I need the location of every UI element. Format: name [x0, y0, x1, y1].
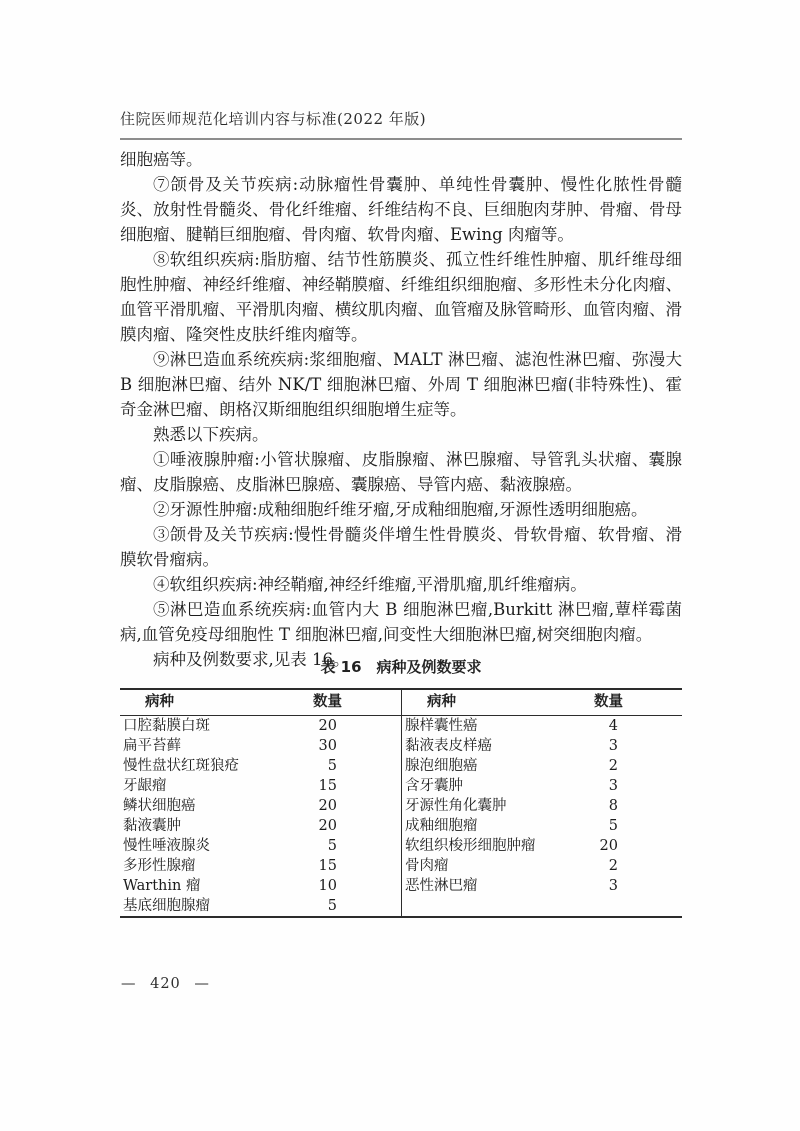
table-row: [402, 796, 682, 816]
table-16: [120, 657, 682, 918]
disease-qty: 3: [608, 738, 618, 754]
paragraph-familiar-intro: 熟悉以下疾病。: [153, 425, 269, 444]
table-caption: 表 16 病种及例数要求: [320, 658, 482, 676]
table-row-empty: [402, 896, 682, 913]
running-head: [120, 110, 682, 140]
paragraph-item-9: ⑨淋巴造血系统疾病:浆细胞瘤、MALT 淋巴瘤、滤泡性淋巴瘤、弥漫大 B 细胞淋巴瘤、结外 NK/T 细胞淋巴瘤、外周 T 细胞淋巴瘤(非特殊性)、霍奇金淋巴瘤、朗格汉斯细胞组织细胞增生症等。: [120, 350, 682, 419]
disease-qty: 2: [608, 858, 618, 874]
disease-qty: 4: [608, 718, 618, 734]
table-right-header: [402, 690, 682, 716]
paragraph-item-1: ①唾液腺肿瘤:小管状腺瘤、皮脂腺瘤、淋巴腺瘤、导管乳头状瘤、囊腺瘤、皮脂腺癌、皮脂淋巴腺癌、囊腺癌、导管内癌、黏液腺癌。: [120, 450, 682, 494]
paragraph-item-4: ④软组织疾病:神经鞘瘤,神经纤维瘤,平滑肌瘤,肌纤维瘤病。: [153, 575, 587, 594]
disease-qty: 8: [608, 798, 618, 814]
running-head-title: 住院医师规范化培训内容与标准(2022 年版): [120, 110, 427, 128]
page-number: [121, 976, 210, 992]
table-row: [402, 756, 682, 776]
table-row: [402, 816, 682, 836]
paragraph-item-8: ⑧软组织疾病:脂肪瘤、结节性筋膜炎、孤立性纤维性肿瘤、肌纤维母细胞性肿瘤、神经纤维瘤、神经鞘膜瘤、纤维组织细胞瘤、多形性未分化肉瘤、血管平滑肌瘤、平滑肌肉瘤、横纹肌肉瘤、血管瘤及脉管畸形、血管肉瘤、滑膜肉瘤、隆突性皮肤纤维肉瘤等。: [120, 250, 682, 344]
disease-name: 黏液表皮样癌: [405, 738, 492, 754]
paragraph-item-3: ③颌骨及关节疾病:慢性骨髓炎伴增生性骨膜炎、骨软骨瘤、软骨瘤、滑膜软骨瘤病。: [120, 525, 682, 569]
table-row: [402, 776, 682, 796]
disease-name: 多形性腺瘤: [123, 858, 196, 874]
disease-qty: 20: [318, 818, 337, 834]
disease-name: 牙源性角化囊肿: [405, 798, 507, 814]
disease-name: 腺泡细胞癌: [405, 758, 478, 774]
disease-qty: 3: [608, 878, 618, 894]
table-row: [120, 736, 401, 756]
table-row: [402, 856, 682, 876]
table-row: [120, 776, 401, 796]
disease-name: 黏液囊肿: [123, 818, 181, 834]
column-header-disease: 病种: [427, 694, 456, 710]
disease-name: 牙龈瘤: [123, 778, 167, 794]
table-left-half: [120, 690, 401, 916]
disease-name: Warthin 瘤: [123, 878, 201, 894]
table-grid: [120, 688, 682, 918]
column-header-quantity: 数量: [594, 694, 623, 710]
paragraph-continuation: 细胞癌等。: [120, 150, 203, 169]
table-row: [402, 876, 682, 896]
disease-qty: 5: [327, 898, 337, 914]
disease-name: 恶性淋巴瘤: [405, 878, 478, 894]
table-row: [402, 736, 682, 756]
disease-name: 软组织梭形细胞肿瘤: [405, 838, 536, 854]
disease-qty: 5: [327, 758, 337, 774]
table-row: [120, 896, 401, 916]
table-row: [120, 816, 401, 836]
table-row: [120, 796, 401, 816]
disease-name: 骨肉瘤: [405, 858, 449, 874]
table-right-half: [401, 690, 682, 916]
page-number-text: — 420 —: [121, 976, 210, 992]
paragraph-item-7: ⑦颌骨及关节疾病:动脉瘤性骨囊肿、单纯性骨囊肿、慢性化脓性骨髓炎、放射性骨髓炎、骨化纤维瘤、纤维结构不良、巨细胞肉芽肿、骨瘤、骨母细胞瘤、腱鞘巨细胞瘤、骨肉瘤、软骨肉瘤、Ewing 肉瘤等。: [120, 175, 682, 244]
disease-name: 口腔黏膜白斑: [123, 718, 210, 734]
disease-qty: 5: [608, 818, 618, 834]
disease-qty: 2: [608, 758, 618, 774]
disease-qty: 3: [608, 778, 618, 794]
disease-name: 慢性盘状红斑狼疮: [123, 758, 239, 774]
column-header-disease: 病种: [145, 694, 174, 710]
disease-qty: 30: [318, 738, 337, 754]
paragraph-item-5: ⑤淋巴造血系统疾病:血管内大 B 细胞淋巴瘤,Burkitt 淋巴瘤,蕈样霉菌病,血管免疫母细胞性 T 细胞淋巴瘤,间变性大细胞淋巴瘤,树突细胞肉瘤。: [120, 600, 682, 644]
disease-name: 腺样囊性癌: [405, 718, 478, 734]
disease-name: 慢性唾液腺炎: [123, 838, 210, 854]
table-row: [120, 716, 401, 736]
disease-qty: 20: [318, 798, 337, 814]
disease-qty: 20: [599, 838, 618, 854]
disease-name: 含牙囊肿: [405, 778, 463, 794]
disease-qty: 15: [318, 858, 337, 874]
disease-name: 鳞状细胞癌: [123, 798, 196, 814]
disease-qty: 5: [327, 838, 337, 854]
disease-name: 基底细胞腺瘤: [123, 898, 210, 914]
table-row: [402, 716, 682, 736]
disease-qty: 10: [318, 878, 337, 894]
disease-qty: 20: [318, 718, 337, 734]
paragraph-item-2: ②牙源性肿瘤:成釉细胞纤维牙瘤,牙成釉细胞瘤,牙源性透明细胞癌。: [153, 500, 648, 519]
column-header-quantity: 数量: [313, 694, 342, 710]
disease-qty: 15: [318, 778, 337, 794]
paragraph-table-ref: 病种及例数要求,见表 16。: [153, 650, 350, 669]
disease-name: 成釉细胞瘤: [405, 818, 478, 834]
table-row: [120, 756, 401, 776]
disease-name: 扁平苔藓: [123, 738, 181, 754]
table-left-header: [120, 690, 401, 716]
table-row: [120, 856, 401, 876]
table-row: [402, 836, 682, 856]
table-row: [120, 876, 401, 896]
table-row: [120, 836, 401, 856]
